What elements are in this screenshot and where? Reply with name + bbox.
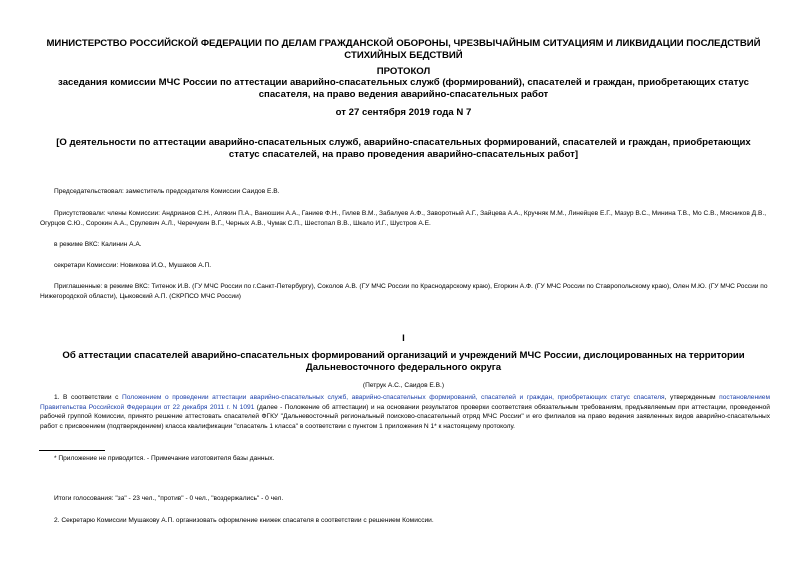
section-numeral: I xyxy=(402,333,405,344)
present-paragraph: Присутствовали: члены Комиссии: Андрианов С.Н., Алякин П.А., Ванюшин А.А., Ганиев Ф.Н., Гилев В.М., Забалуев А.Ф., Заворотный А.Г., Зайцева А.А., Кручняк М.М., Линейцев Е.Г., Мазур В.С., Минина Т.В., Мо С.В., Мясников Д.В., Огурцов С.Ю., Сорокин А.А., Срулевич А.Л., Черечукин В.Г., Черных А.В., Чумак С.П., Шестопал В.В., Шкало И.Г., Шустров А.Е. xyxy=(40,210,767,227)
chair-text: Председательствовал: заместитель председателя Комиссии Саидов Е.В. xyxy=(54,188,280,195)
government-decree-link[interactable]: постановлением Правительства Российской Федерации от 22 декабря 2011 г. N 1091 xyxy=(40,394,771,411)
item-1-text-end: (далее - Положение об аттестации) и на основании результатов проверки соответствия обязательным требованиям, предъявляемым при аттестации, проведенной рабочей группой Комиссии, принято решение аттестовать спасателей ФГКУ "Дальневосточный региональный поисково-спасательный отряд МЧС России" и его филиалов на право ведения заявленных видов аварийно-спасательных работ с присвоением (подтверждением) класса квалификации "спасатель 1 класса" в соответствии с пунктом 1 приложения N 1* к настоящему протоколу. xyxy=(40,403,770,430)
ministry-heading: МИНИСТЕРСТВО РОССИЙСКОЙ ФЕДЕРАЦИИ ПО ДЕЛАМ ГРАЖДАНСКОЙ ОБОРОНЫ, ЧРЕЗВЫЧАЙНЫМ СИТУАЦИЯМ И ЛИКВИДАЦИИ ПОСЛЕДСТВИЙ СТИХИЙНЫХ БЕДСТВИЙ xyxy=(46,38,761,61)
protocol-date: от 27 сентября 2019 года N 7 xyxy=(335,107,472,118)
section-speakers: (Петрук А.С., Саидов Е.В.) xyxy=(362,382,445,389)
item-1-text-start: 1. В соответствии с xyxy=(54,394,123,401)
doc-type-heading: ПРОТОКОЛ xyxy=(376,66,431,77)
secretaries-line xyxy=(40,261,770,271)
item-2-text: 2. Секретарю Комиссии Мушакову А.П. организовать оформление книжек спасателя в соответствии с решением Комиссии. xyxy=(54,517,434,524)
protocol-topic-title: [О деятельности по аттестации аварийно-спасательных служб, аварийно-спасательных формирований, спасателей и граждан, приобретающих статус спасателей, на право проведения аварийно-спасательных работ] xyxy=(56,137,751,160)
vote-line xyxy=(40,494,770,504)
secretaries-text: секретари Комиссии: Новикова И.О., Мушаков А.П. xyxy=(54,262,212,269)
invited-paragraph: Приглашенные: в режиме ВКС: Титенок И.В. (ГУ МЧС России по г.Санкт-Петербургу), Соколов А.В. (ГУ МЧС России по Краснодарскому краю), Егоркин А.Ф. (ГУ МЧС России по Ставропольскому краю), Олен М.Ю. (ГУ МЧС России по Нижегородской области), Цыковский А.П. (СКРПСО МЧС России) xyxy=(40,283,768,300)
section-title: Об аттестации спасателей аварийно-спасательных формирований организаций и учреждений МЧС России, дислоцированных на территории Дальневосточного федерального округа xyxy=(62,350,745,373)
item-1-paragraph xyxy=(40,393,770,431)
footnote-text: * Приложение не приводится. - Примечание изготовителя базы данных. xyxy=(54,455,275,462)
footnote-divider xyxy=(39,450,105,451)
chair-line xyxy=(40,187,770,197)
vote-text: Итоги голосования: "за" - 23 чел., "против" - 0 чел., "воздержались" - 0 чел. xyxy=(54,495,284,502)
item-1-text-mid: , утвержденным xyxy=(664,394,720,401)
vks-line xyxy=(40,240,770,250)
item-2-line xyxy=(40,516,770,526)
vks-text: в режиме ВКС: Калинин А.А. xyxy=(54,241,142,248)
protocol-subtitle: заседания комиссии МЧС России по аттестации аварийно-спасательных служб (формирований), спасателей и граждан, приобретающих статус спасателя, на право ведения аварийно-спасательных работ xyxy=(58,77,749,100)
regulation-link[interactable]: Положением о проведении аттестации аварийно-спасательных служб, аварийно-спасательных формирований, спасателей и граждан, приобретающих статус спасателя xyxy=(122,394,665,401)
footnote-line xyxy=(40,454,770,464)
